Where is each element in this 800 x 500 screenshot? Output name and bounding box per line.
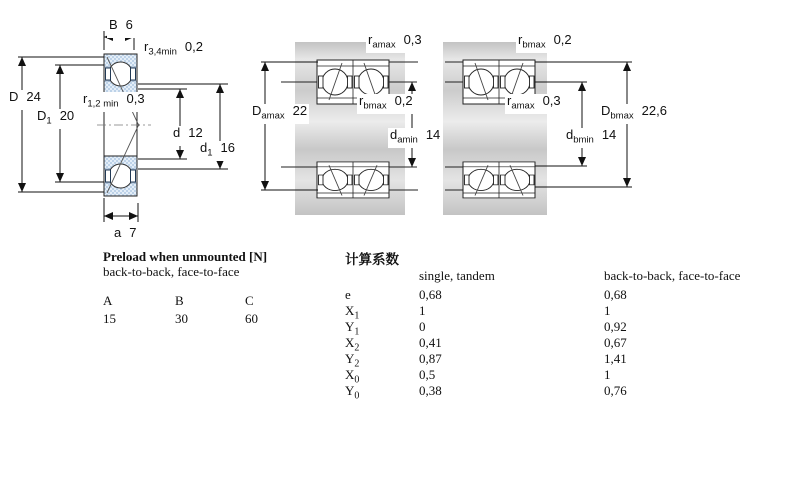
factor-row-value-2: 1,41 <box>604 351 627 366</box>
factor-row-label: e <box>345 287 351 302</box>
factor-row-value-2: 1 <box>604 367 611 382</box>
factors-col2-header: back-to-back, face-to-face <box>604 268 741 283</box>
dim-label-d1: $d_1$ 16 <box>200 140 235 159</box>
factor-row-value-1: 1 <box>419 303 426 318</box>
factor-row-label: $Y_0$ <box>345 383 360 402</box>
dim-label-ramax-a: $r_{amax}$ 0,3 <box>368 32 422 51</box>
factors-title: 计算系数 <box>345 252 399 267</box>
preload-value-B: 30 <box>175 311 188 326</box>
dim-label-dbmin: $d_{bmin}$ 14 <box>566 127 617 146</box>
dim-label-a: a 7 <box>112 226 138 246</box>
dim-label-rbmax-a: $r_{bmax}$ 0,2 <box>359 93 413 112</box>
factor-row-value-2: 0,76 <box>604 383 627 398</box>
factor-row-value-1: 0,38 <box>419 383 442 398</box>
dim-label-r12min: $r_{1,2 min}$ 0,3 <box>83 91 145 110</box>
preload-title: Preload when unmounted [N] <box>103 249 268 264</box>
dim-label-bore-d: d 12 <box>171 126 205 146</box>
preload-header-B: B <box>175 293 184 308</box>
factor-row-label: $X_2$ <box>345 335 360 354</box>
dim-label-damin: $d_{amin}$ 14 <box>390 127 441 146</box>
dim-label-ramax-b: $r_{amax}$ 0,3 <box>507 93 561 112</box>
factor-row-value-1: 0,41 <box>419 335 442 350</box>
factor-row-label: $X_1$ <box>345 303 360 322</box>
factor-row-label: $X_0$ <box>345 367 360 386</box>
factor-row-value-2: 1 <box>604 303 611 318</box>
factor-row-value-1: 0,68 <box>419 287 442 302</box>
dim-label-rbmax-b: $r_{bmax}$ 0,2 <box>518 32 572 51</box>
dim-label-r34min: $r_{3,4min}$ 0,2 <box>144 39 203 58</box>
factor-row-value-2: 0,67 <box>604 335 627 350</box>
preload-value-A: 15 <box>103 311 116 326</box>
dim-label-Damax: $D_{amax}$ 22 <box>252 103 308 122</box>
factors-col1-header: single, tandem <box>419 268 495 283</box>
preload-header-C: C <box>245 293 254 308</box>
dim-label-outer-diameter-D: D 24 <box>7 90 43 110</box>
dim-label-width-B: B 6 <box>107 18 135 38</box>
preload-header-A: A <box>103 293 113 308</box>
dim-label-Dbmax: $D_{bmax}$ 22,6 <box>601 103 667 122</box>
factor-row-label: $Y_2$ <box>345 351 360 370</box>
factor-row-value-1: 0 <box>419 319 426 334</box>
factor-row-value-1: 0,5 <box>419 367 436 382</box>
preload-subtitle: back-to-back, face-to-face <box>103 264 240 279</box>
factor-row-label: $Y_1$ <box>345 319 360 338</box>
factor-row-value-1: 0,87 <box>419 351 442 366</box>
factor-row-value-2: 0,68 <box>604 287 627 302</box>
dim-label-D1: $D_1$ 20 <box>37 108 75 127</box>
factor-row-value-2: 0,92 <box>604 319 627 334</box>
preload-value-C: 60 <box>245 311 258 326</box>
